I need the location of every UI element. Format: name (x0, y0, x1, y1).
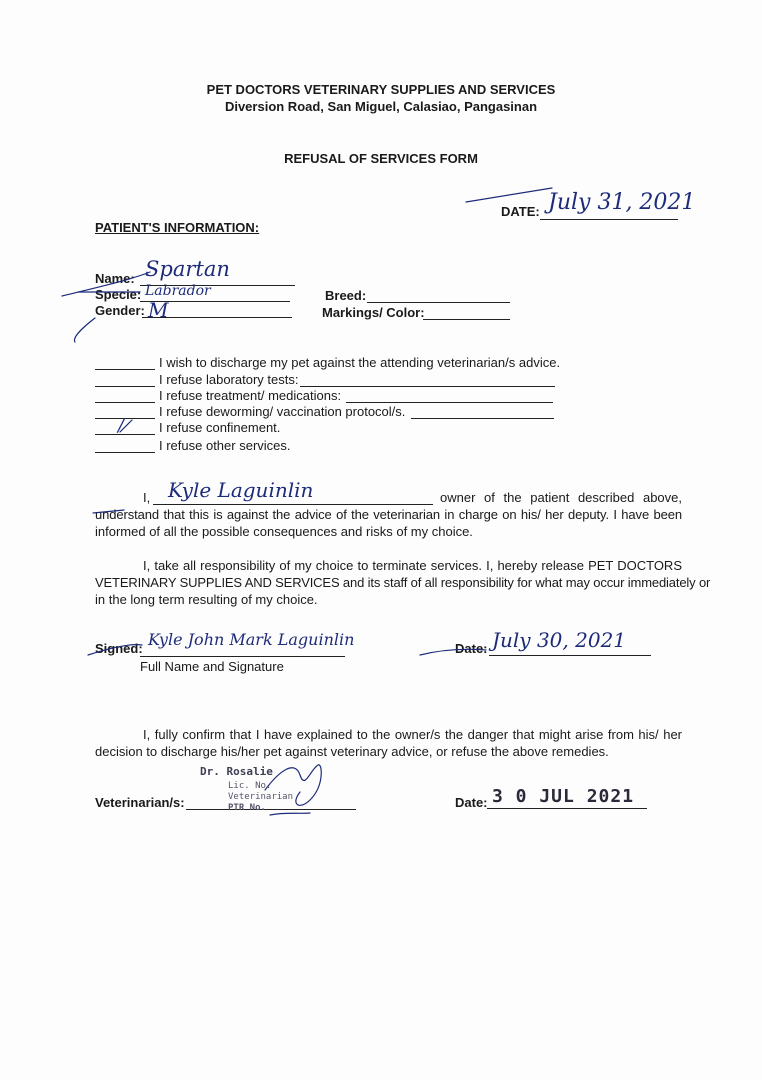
refusal-item: I wish to discharge my pet against the attending veterinarian/s advice. (159, 355, 561, 370)
owner-name-value[interactable]: Kyle Laguinlin (168, 478, 314, 502)
refusal-blank[interactable] (95, 386, 155, 387)
markings-label: Markings/ Color: (322, 305, 425, 320)
stamp-license: Lic. No. (228, 781, 272, 791)
vet-date-line[interactable] (487, 808, 647, 809)
form-title: REFUSAL OF SERVICES FORM (284, 151, 478, 166)
refusal-check-mark[interactable]: / (118, 415, 125, 436)
vet-signature-underline (270, 813, 310, 815)
refusal-detail-line[interactable] (346, 402, 553, 403)
gender-value[interactable]: M (148, 298, 169, 322)
owner-date-value[interactable]: July 30, 2021 (492, 628, 627, 652)
statement-line-2: understand that this is against the advice of the veterinarian in charge on his/ her deputy. I have been (95, 507, 682, 522)
owner-signature[interactable]: Kyle John Mark Laguinlin (148, 630, 355, 649)
responsibility-line-3: in the long term resulting of my choice. (95, 592, 318, 607)
veterinarian-line[interactable] (186, 809, 356, 810)
specie-value[interactable]: Labrador (145, 283, 211, 299)
company-name: PET DOCTORS VETERINARY SUPPLIES AND SERVICES (206, 82, 556, 97)
specie-label: Specie: (95, 287, 142, 302)
confirmation-line-1: I, fully confirm that I have explained to the owner/s the danger that might arise from his/ her (143, 727, 682, 742)
stamp-ptr: PTR No. (228, 803, 266, 813)
refusal-blank[interactable] (95, 402, 155, 403)
breed-label: Breed: (325, 288, 367, 303)
owner-name-line[interactable] (153, 504, 433, 505)
gender-label: Gender: (95, 303, 145, 318)
date-pen-stroke (466, 188, 552, 202)
signature-caption: Full Name and Signature (140, 659, 284, 674)
signature-line[interactable] (140, 656, 345, 657)
refusal-item: I refuse treatment/ medications: (159, 388, 342, 403)
refusal-blank[interactable] (95, 452, 155, 453)
refusal-detail-line[interactable] (300, 386, 555, 387)
date-label: DATE: (501, 204, 540, 219)
refusal-blank[interactable] (95, 434, 155, 435)
refusal-blank[interactable] (95, 418, 155, 419)
name-label: Name: (95, 271, 135, 286)
name-value[interactable]: Spartan (145, 257, 230, 281)
refusal-detail-line[interactable] (411, 418, 554, 419)
vet-date-stamp: 3 0 JUL 2021 (492, 786, 635, 807)
breed-line[interactable] (367, 302, 510, 303)
confirmation-line-2: decision to discharge his/her pet against veterinary advice, or refuse the above remedies. (95, 744, 609, 759)
responsibility-line-1: I, take all responsibility of my choice to terminate services. I, hereby release PET DOCTORS (143, 558, 682, 573)
date-value[interactable]: July 31, 2021 (548, 190, 696, 215)
markings-line[interactable] (423, 319, 510, 320)
refusal-item: I refuse deworming/ vaccination protocol/s. (159, 404, 406, 419)
date-line (540, 219, 678, 220)
responsibility-line-2: VETERINARY SUPPLIES AND SERVICES and its staff of all responsibility for what may occur immediately or (95, 575, 711, 590)
statement-line-3: informed of all the possible consequences and risks of my choice. (95, 524, 473, 539)
signed-label: Signed: (95, 641, 143, 656)
refusal-item: I refuse laboratory tests: (159, 372, 299, 387)
company-address: Diversion Road, San Miguel, Calasiao, Pangasinan (224, 99, 538, 114)
statement-prefix: I, (143, 490, 151, 505)
stamp-title: Veterinarian (228, 792, 294, 802)
gender-pen-stroke (74, 318, 95, 342)
veterinarian-label: Veterinarian/s: (95, 795, 185, 810)
refusal-item: I refuse confinement. (159, 420, 281, 435)
patient-info-heading: PATIENT'S INFORMATION: (95, 220, 260, 235)
statement-line-1: owner of the patient described above, (440, 490, 682, 505)
stamp-name: Dr. Rosalie (200, 765, 273, 778)
owner-date-label: Date: (455, 641, 488, 656)
owner-date-line[interactable] (489, 655, 651, 656)
refusal-item: I refuse other services. (159, 438, 291, 453)
refusal-blank[interactable] (95, 369, 155, 370)
vet-date-label: Date: (455, 795, 488, 810)
